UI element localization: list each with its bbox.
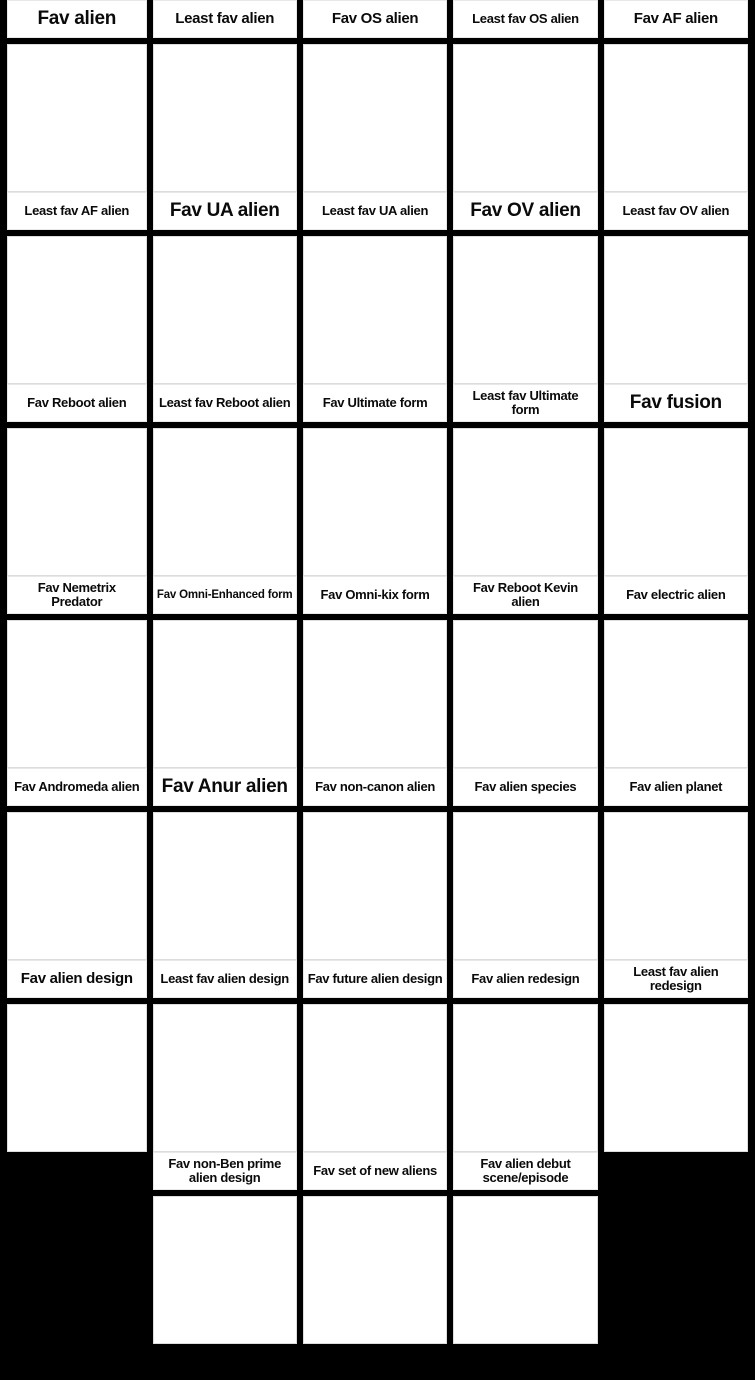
grid-cell [303,192,447,384]
grid-cell [7,0,147,192]
grid-cell [153,0,297,192]
cell-image-slot[interactable] [303,236,447,384]
cell-image-slot[interactable] [604,620,748,768]
grid-cell [303,0,447,192]
grid-cell [303,1152,447,1344]
cell-image-slot[interactable] [453,1196,597,1344]
cell-image-slot[interactable] [7,236,147,384]
cell-image-slot[interactable] [604,812,748,960]
cell-label: Fav Reboot Kevin alien [453,576,597,614]
grid-cell [604,576,748,768]
cell-image-slot[interactable] [453,236,597,384]
cell-image-slot[interactable] [153,44,297,192]
empty-spacer [604,1152,748,1344]
grid-cell [453,576,597,768]
grid-cell [604,768,748,960]
cell-label: Fav Anur alien [153,768,297,806]
cell-image-slot[interactable] [153,1004,297,1152]
grid-row [0,0,755,192]
cell-image-slot[interactable] [303,812,447,960]
cell-label: Fav alien design [7,960,147,998]
grid-cell [303,768,447,960]
cell-image-slot[interactable] [303,44,447,192]
cell-image-slot[interactable] [7,44,147,192]
cell-label: Fav Ultimate form [303,384,447,422]
grid-cell [604,192,748,384]
grid-cell [303,576,447,768]
grid-row [0,576,755,768]
grid-cell [7,960,147,1152]
cell-image-slot[interactable] [453,44,597,192]
cell-label: Fav fusion [604,384,748,422]
cell-image-slot[interactable] [303,1004,447,1152]
cell-image-slot[interactable] [7,620,147,768]
cell-label: Fav alien debut scene/episode [453,1152,597,1190]
cell-label: Fav UA alien [153,192,297,230]
grid-cell [453,1152,597,1344]
cell-label: Fav AF alien [604,0,748,38]
cell-label: Fav OS alien [303,0,447,38]
cell-label: Least fav AF alien [7,192,147,230]
cell-image-slot[interactable] [153,236,297,384]
cell-label: Fav Nemetrix Predator [7,576,147,614]
cell-label: Fav future alien design [303,960,447,998]
grid-cell [7,768,147,960]
grid-cell-empty [7,1152,147,1344]
cell-image-slot[interactable] [604,236,748,384]
cell-image-slot[interactable] [453,620,597,768]
grid-cell [153,768,297,960]
cell-label: Fav electric alien [604,576,748,614]
cell-image-slot[interactable] [7,812,147,960]
cell-image-slot[interactable] [303,1196,447,1344]
cell-label: Least fav UA alien [303,192,447,230]
cell-image-slot[interactable] [153,812,297,960]
cell-label: Least fav Reboot alien [153,384,297,422]
grid-cell [153,384,297,576]
cell-label: Fav non-Ben prime alien design [153,1152,297,1190]
cell-label: Fav OV alien [453,192,597,230]
cell-image-slot[interactable] [303,620,447,768]
cell-label: Fav non-canon alien [303,768,447,806]
grid-row [0,192,755,384]
grid-cell [7,576,147,768]
cell-label: Fav Omni-kix form [303,576,447,614]
cell-label: Fav alien planet [604,768,748,806]
grid-cell [453,0,597,192]
grid-row [0,768,755,960]
grid-row [0,1152,755,1344]
grid-cell [153,576,297,768]
cell-label: Fav set of new aliens [303,1152,447,1190]
cell-label: Fav Omni-Enhanced form [153,576,297,614]
grid-cell [453,384,597,576]
cell-image-slot[interactable] [453,428,597,576]
grid-cell [453,960,597,1152]
cell-label: Fav alien redesign [453,960,597,998]
cell-image-slot[interactable] [303,428,447,576]
cell-label: Fav Andromeda alien [7,768,147,806]
cell-image-slot[interactable] [153,620,297,768]
grid-cell [153,1152,297,1344]
empty-spacer [7,1152,147,1344]
grid-row [0,384,755,576]
cell-label: Fav alien [7,0,147,38]
cell-label: Fav Reboot alien [7,384,147,422]
cell-image-slot[interactable] [604,1004,748,1152]
cell-image-slot[interactable] [7,428,147,576]
cell-image-slot[interactable] [453,1004,597,1152]
cell-label: Least fav alien design [153,960,297,998]
cell-label: Least fav OV alien [604,192,748,230]
cell-label: Fav alien species [453,768,597,806]
grid-cell [453,768,597,960]
grid-cell [153,960,297,1152]
grid-cell [453,192,597,384]
grid-cell [7,384,147,576]
cell-label: Least fav alien redesign [604,960,748,998]
cell-image-slot[interactable] [7,1004,147,1152]
grid-row [0,960,755,1152]
grid-cell [303,960,447,1152]
grid-cell [604,384,748,576]
grid-cell [7,192,147,384]
cell-label: Least fav Ultimate form [453,384,597,422]
cell-label: Least fav alien [153,0,297,38]
grid-cell-empty [604,1152,748,1344]
cell-label: Least fav OS alien [453,0,597,38]
cell-image-slot[interactable] [604,428,748,576]
grid-cell [604,960,748,1152]
grid-cell [153,192,297,384]
cell-image-slot[interactable] [153,1196,297,1344]
grid-cell [604,0,748,192]
grid-cell [303,384,447,576]
cell-image-slot[interactable] [153,428,297,576]
cell-image-slot[interactable] [453,812,597,960]
cell-image-slot[interactable] [604,44,748,192]
